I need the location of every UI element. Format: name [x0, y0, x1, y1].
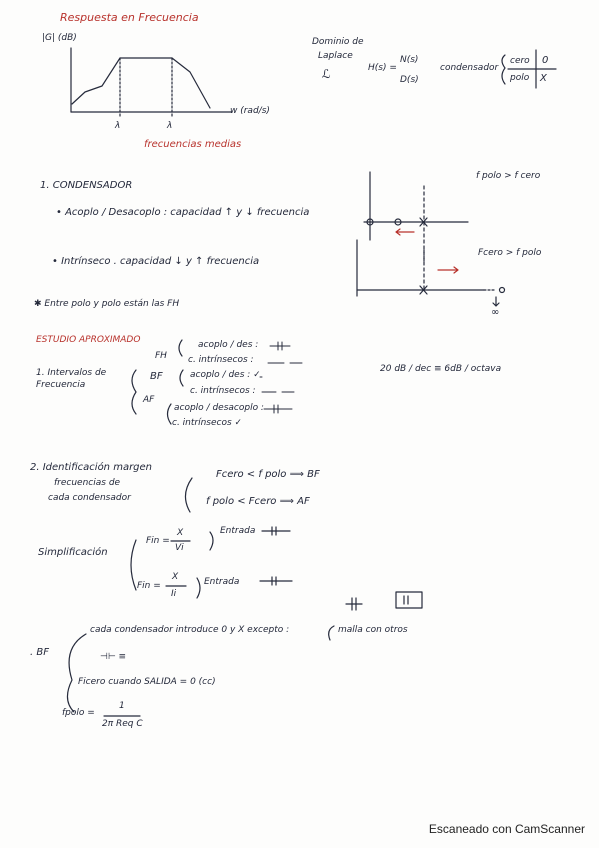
section1-title: 1. CONDENSADOR	[40, 180, 133, 191]
table-x: X	[540, 73, 547, 84]
laplace-symbol: ℒ	[322, 67, 331, 81]
diagram2-down-arrow	[493, 297, 499, 306]
laplace-brace	[502, 55, 505, 84]
bf-ficero: Ficero cuando SALIDA = 0 (cc)	[78, 677, 216, 687]
cap-symbols	[260, 342, 302, 413]
diagram1-arrow	[396, 229, 414, 235]
bode-curve	[72, 58, 210, 108]
bf-intro: cada condensador introduce 0 y X excepto :	[90, 625, 290, 635]
transfer-den: D(s)	[400, 75, 419, 85]
table-0: 0	[542, 55, 549, 66]
diagram2-label: Fcero > f polo	[478, 248, 542, 258]
bf-equiv: ⊣⊢ ≡	[100, 652, 127, 662]
brace-section2	[185, 478, 192, 512]
table-cero: cero	[510, 56, 530, 66]
bf-row1: acoplo / des : ✓	[190, 370, 261, 380]
label-fh: FH	[155, 351, 167, 361]
fin1-den: Vi	[175, 543, 184, 553]
section1-item2: • Intrínseco . capacidad ↓ y ↑ frecuencia	[52, 256, 260, 267]
diagram2-arrow	[438, 267, 458, 273]
brace-fh	[179, 340, 182, 356]
af-row1: acoplo / desacoplo :	[174, 403, 264, 413]
estudio-item1: 1. Intervalos de Frecuencia	[36, 368, 107, 390]
brace-af	[168, 404, 172, 424]
section2-cond2: f polo < Fcero ⟹ AF	[206, 496, 310, 507]
table-polo: polo	[510, 73, 530, 83]
cap-box	[396, 592, 422, 608]
brace-bf	[180, 370, 183, 386]
watermark: Escaneado con CamScanner	[428, 822, 585, 836]
brace-bf-section	[67, 634, 86, 712]
marker-right-label: λ	[167, 121, 173, 131]
laplace-label-mid: Laplace	[318, 51, 353, 61]
fh-row2: c. intrínsecos :	[188, 355, 254, 365]
fin1-label: Fin =	[146, 536, 170, 546]
cap-entrada1	[262, 527, 290, 535]
fin1-num: X	[177, 528, 184, 538]
cap-sketch-right	[346, 598, 362, 610]
diagram2-zero	[500, 288, 505, 293]
section2-line3: cada condensador	[48, 493, 131, 503]
fin2-den: Ii	[171, 589, 177, 599]
af-row2: c. intrínsecos ✓	[172, 418, 243, 428]
estudio-title: ESTUDIO APROXIMADO	[36, 335, 141, 345]
fpolo-label: fpolo =	[62, 708, 95, 718]
fpolo-den: 2π Req C	[102, 719, 143, 729]
fin2-num: X	[172, 572, 179, 582]
brace-simplificacion	[131, 540, 136, 590]
plot-ylabel: |G| (dB)	[42, 33, 77, 43]
fpolo-num: 1	[119, 701, 125, 711]
entrada2: Entrada	[204, 577, 240, 587]
label-af: AF	[143, 395, 155, 405]
plot-title: Respuesta en Frecuencia	[60, 11, 199, 24]
brace-fin1	[210, 532, 213, 550]
diagram1-label: f polo > f cero	[476, 171, 541, 181]
infinity-symbol: ∞	[491, 307, 500, 318]
cap-entrada2	[260, 577, 292, 585]
entrada1: Entrada	[220, 526, 256, 536]
section2-line2: frecuencias de	[54, 478, 121, 488]
bf-label: . BF	[30, 647, 49, 658]
marker-left-label: λ	[115, 121, 121, 131]
section2-cond1: Fcero < f polo ⟹ BF	[216, 469, 320, 480]
laplace-label-top: Dominio de	[312, 37, 364, 47]
fh-row1: acoplo / des :	[198, 340, 259, 350]
conversion-note: 20 dB / dec ≡ 6dB / octava	[380, 364, 502, 374]
brace-main	[132, 370, 136, 414]
plot-xlabel: w (rad/s)	[230, 106, 270, 116]
note-line: ✱ Entre polo y polo están las FH	[34, 299, 180, 309]
brace-fin2	[197, 578, 200, 598]
brace-malla	[329, 626, 334, 640]
section2-line1: 2. Identificación margen	[30, 462, 153, 473]
section1-item1: • Acoplo / Desacoplo : capacidad ↑ y ↓ frecuencia	[56, 207, 310, 218]
condensador-label: condensador	[440, 63, 499, 73]
bf-row2: c. intrínsecos :	[190, 386, 256, 396]
plot-caption: frecuencias medias	[144, 139, 242, 150]
label-bf: BF	[150, 371, 163, 382]
bf-malla: malla con otros	[338, 625, 408, 635]
transfer-num: N(s)	[400, 55, 419, 65]
fin2-label: Fin =	[137, 581, 161, 591]
simplificacion-title: Simplificación	[38, 547, 108, 558]
transfer-label: H(s) =	[368, 63, 397, 73]
